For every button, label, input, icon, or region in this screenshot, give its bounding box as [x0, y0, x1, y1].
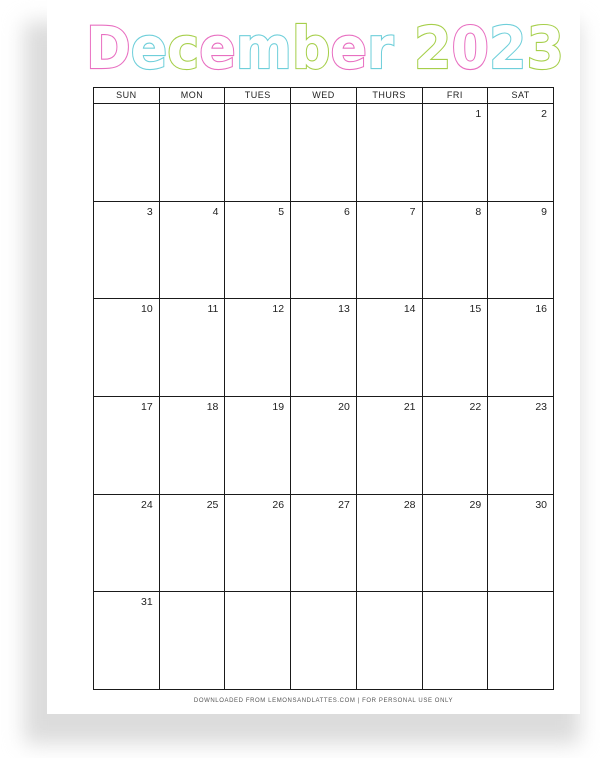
- day-cell: [94, 494, 160, 592]
- day-cell: [94, 396, 160, 494]
- day-cell: [356, 592, 422, 690]
- day-number: 14: [403, 303, 416, 316]
- day-cell: [159, 299, 225, 397]
- day-number: 28: [403, 498, 416, 511]
- day-number: 5: [278, 205, 285, 218]
- day-cell: [488, 494, 554, 592]
- day-number: 10: [141, 303, 153, 316]
- day-number: 1: [475, 108, 482, 120]
- title-letter: e: [199, 14, 239, 80]
- day-cell: [159, 104, 225, 202]
- day-cell: [488, 104, 554, 202]
- day-cell: [356, 494, 422, 592]
- day-cell: [422, 592, 488, 690]
- day-cell: [159, 201, 225, 299]
- day-number: 7: [409, 205, 416, 218]
- day-cell: [159, 494, 225, 592]
- day-cell: [225, 396, 291, 494]
- day-number: 24: [141, 498, 153, 511]
- day-cell: [94, 104, 160, 202]
- day-cell: [225, 201, 291, 299]
- weekday-header-row: [94, 88, 554, 104]
- day-number: 31: [141, 596, 153, 609]
- title-letter: r: [367, 14, 396, 80]
- day-cell: [94, 201, 160, 299]
- day-cell: [422, 201, 488, 299]
- calendar-weeks: [94, 104, 554, 690]
- weekday-thurs: THURS: [356, 88, 422, 104]
- day-cell: [225, 494, 291, 592]
- day-cell: [291, 201, 357, 299]
- day-number: 8: [475, 205, 482, 218]
- weekday-sat: SAT: [488, 88, 554, 104]
- title-letter: e: [130, 14, 171, 80]
- day-cell: [356, 396, 422, 494]
- svg-text:December2023: [86, 14, 567, 80]
- day-cell: [225, 592, 291, 690]
- day-number: 18: [206, 400, 219, 413]
- calendar-grid: [93, 87, 554, 690]
- title-letter: e: [330, 14, 370, 80]
- day-cell: [159, 592, 225, 690]
- day-cell: [422, 396, 488, 494]
- day-cell: [94, 592, 160, 690]
- title-letter: m: [235, 14, 297, 80]
- day-cell: [291, 396, 357, 494]
- day-cell: [422, 104, 488, 202]
- weekday-tues: TUES: [225, 88, 291, 104]
- title-letter: c: [167, 14, 202, 80]
- day-number: 2: [541, 108, 547, 120]
- title-letter: b: [291, 14, 334, 80]
- day-cell: [291, 104, 357, 202]
- day-cell: [488, 396, 554, 494]
- title-letter: 0: [451, 14, 492, 80]
- day-number: 12: [272, 303, 285, 316]
- title-letter: D: [86, 14, 135, 80]
- week-row: [94, 494, 554, 592]
- day-number: 29: [469, 498, 482, 511]
- day-cell: [356, 299, 422, 397]
- day-number: 21: [403, 400, 416, 413]
- day-number: 27: [338, 498, 350, 511]
- day-cell: [356, 201, 422, 299]
- day-number: 16: [535, 303, 547, 316]
- week-row: [94, 104, 554, 202]
- weekday-sun: SUN: [94, 88, 160, 104]
- day-cell: [225, 299, 291, 397]
- day-cell: [422, 299, 488, 397]
- day-cell: [291, 299, 357, 397]
- day-cell: [488, 201, 554, 299]
- day-number: 11: [207, 303, 219, 316]
- day-cell: [422, 494, 488, 592]
- day-number: 20: [338, 400, 350, 413]
- day-number: 15: [469, 303, 482, 316]
- title-letter: 2: [489, 14, 530, 80]
- week-row: [94, 201, 554, 299]
- weekday-fri: FRI: [422, 88, 488, 104]
- day-number: 9: [541, 205, 547, 218]
- week-row: [94, 299, 554, 397]
- day-cell: [94, 299, 160, 397]
- day-cell: [356, 104, 422, 202]
- day-number: 17: [141, 400, 153, 413]
- day-number: 30: [535, 498, 547, 511]
- week-row: [94, 592, 554, 690]
- day-number: 25: [206, 498, 219, 511]
- calendar-title: [0, 0, 600, 80]
- day-number: 23: [535, 400, 547, 413]
- title-lettering: [0, 0, 600, 80]
- week-row: [94, 396, 554, 494]
- day-cell: [291, 494, 357, 592]
- day-number: 26: [272, 498, 285, 511]
- weekday-wed: WED: [291, 88, 357, 104]
- day-cell: [488, 299, 554, 397]
- day-number: 6: [343, 205, 350, 218]
- footer-note: DOWNLOADED FROM LEMONSANDLATTES.COM | FOR PERSONAL USE ONLY: [193, 698, 454, 704]
- day-number: 4: [212, 205, 219, 218]
- day-cell: [291, 592, 357, 690]
- day-number: 13: [338, 303, 350, 316]
- title-letter: 2: [414, 14, 455, 80]
- weekday-mon: MON: [159, 88, 225, 104]
- title-letter: 3: [526, 14, 567, 80]
- day-cell: [159, 396, 225, 494]
- day-number: 22: [469, 400, 482, 413]
- day-cell: [488, 592, 554, 690]
- day-number: 19: [272, 400, 285, 413]
- day-cell: [225, 104, 291, 202]
- day-number: 3: [146, 205, 153, 218]
